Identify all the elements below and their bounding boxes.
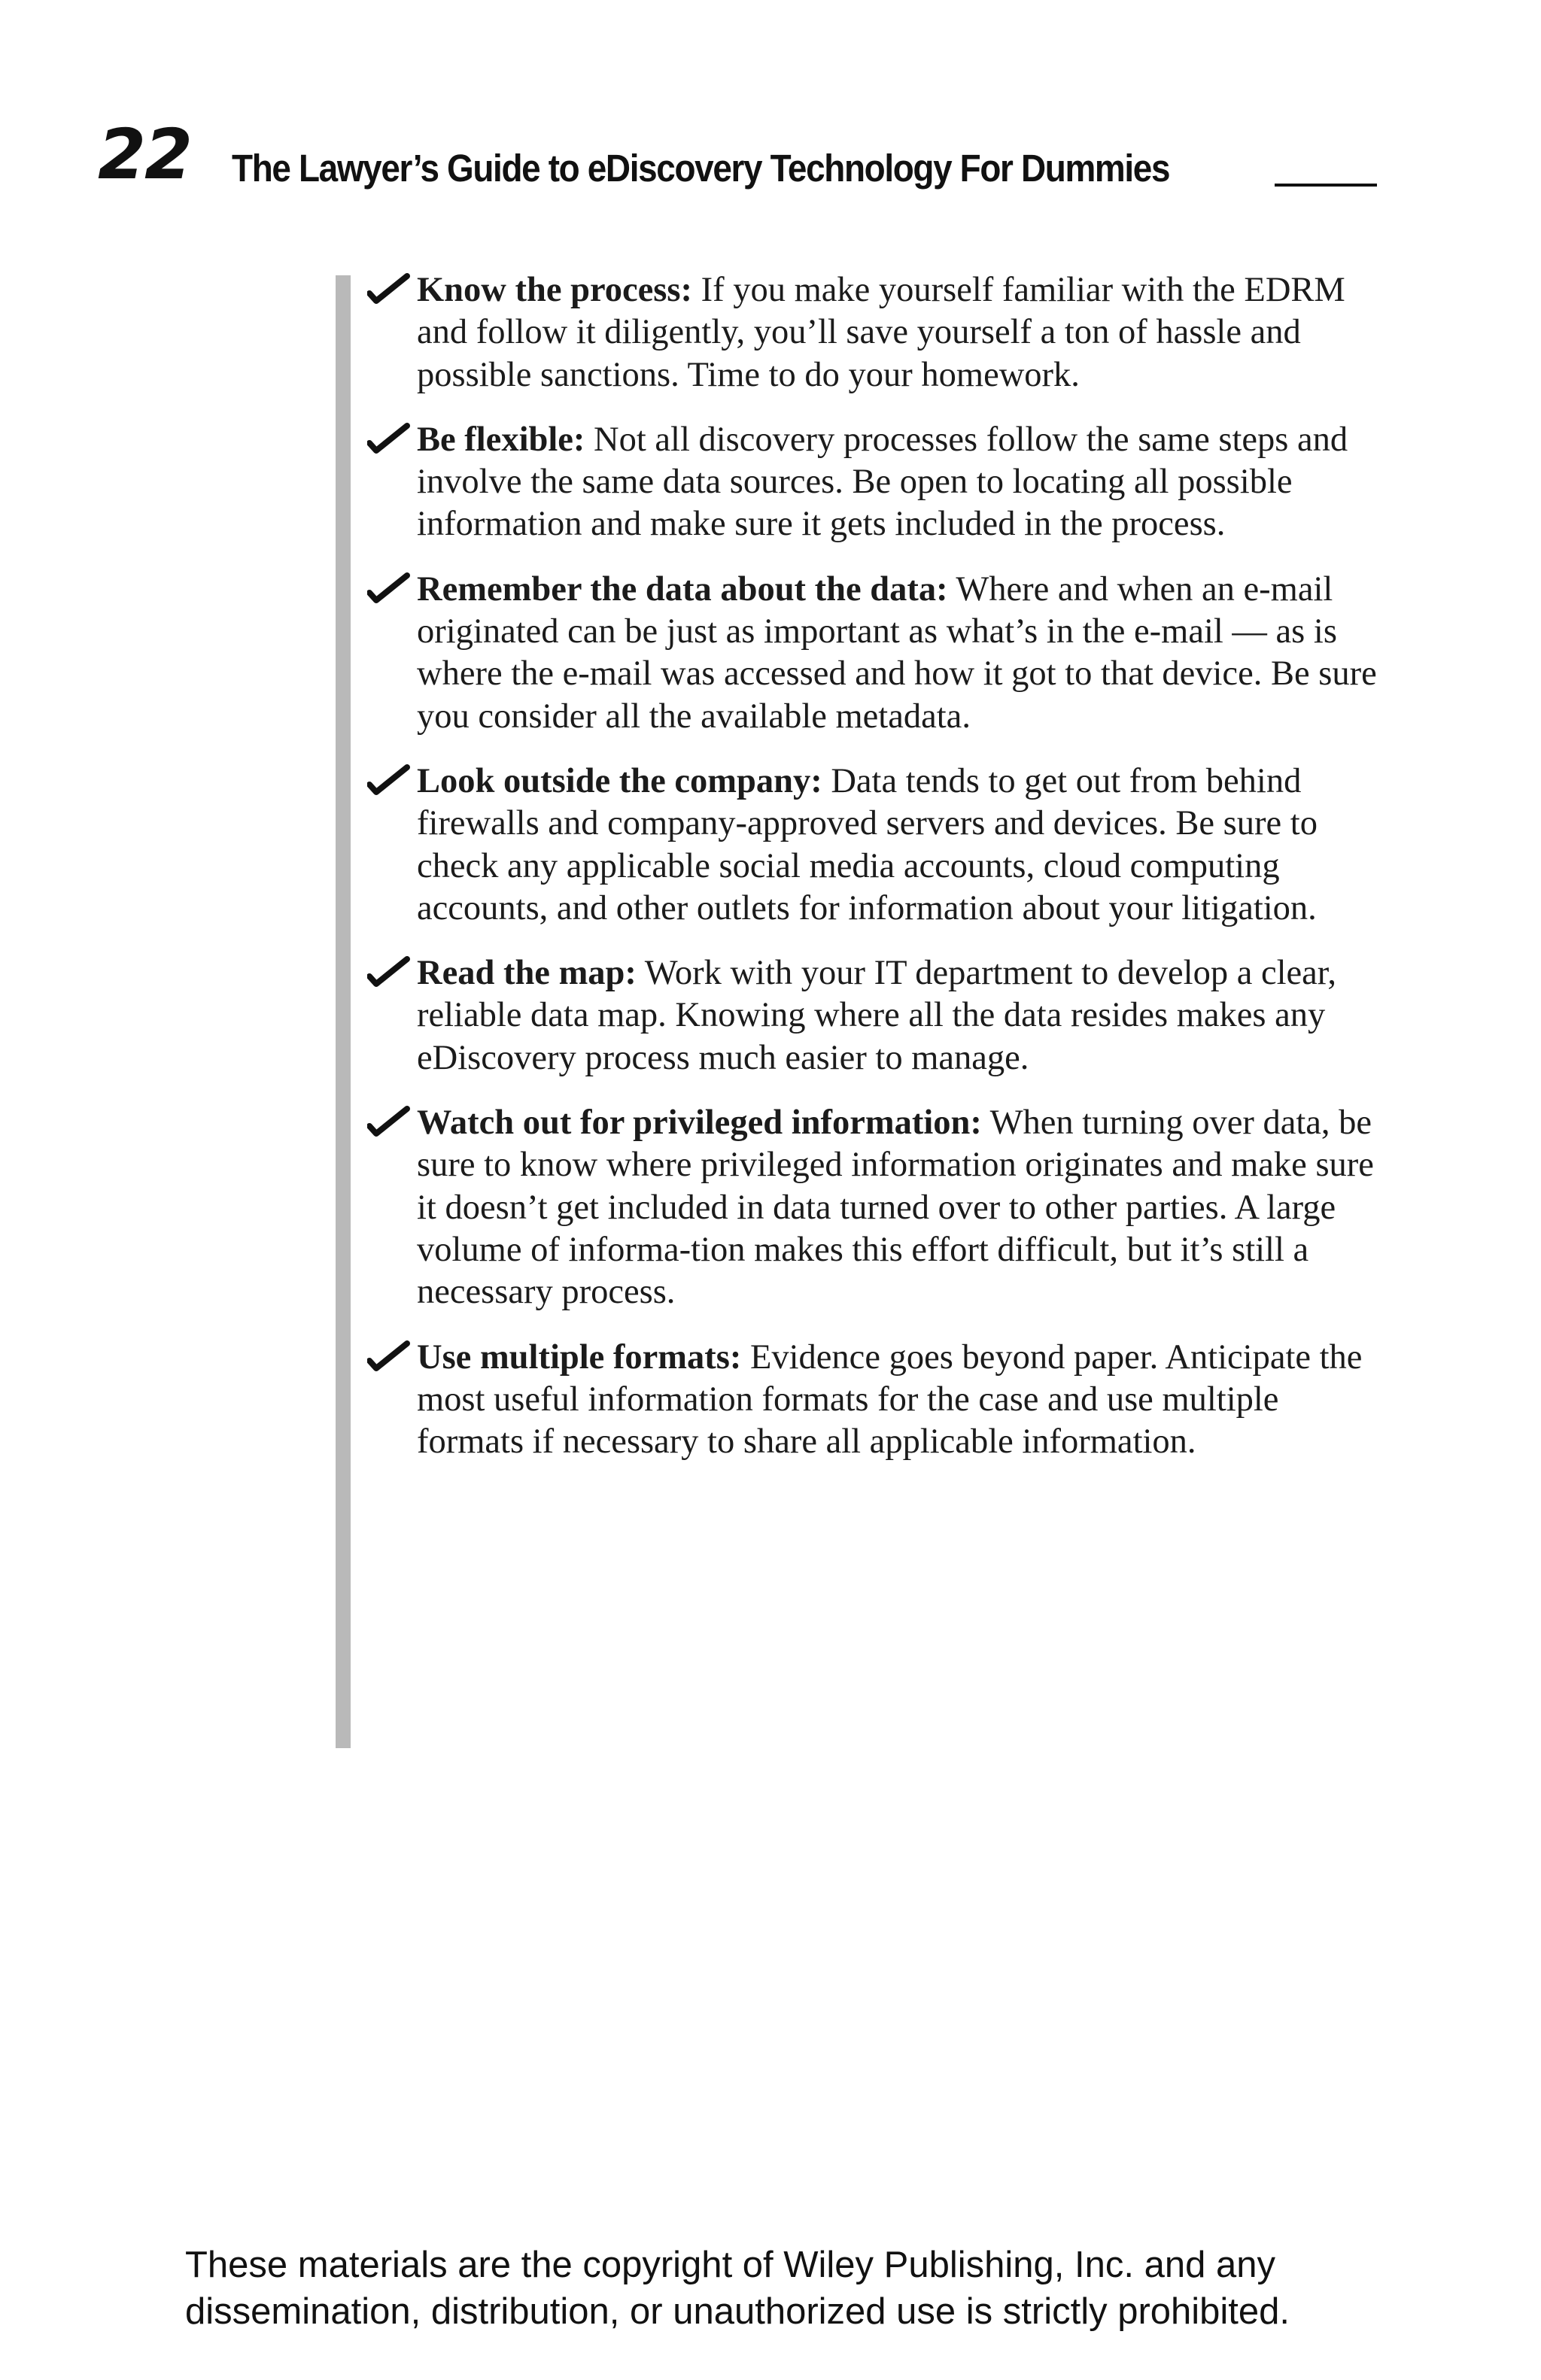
list-item bbox=[367, 952, 1391, 1079]
list-item bbox=[367, 419, 1391, 546]
check-icon bbox=[367, 271, 411, 305]
list-item bbox=[367, 1102, 1391, 1313]
list-item bbox=[367, 269, 1391, 396]
tip-text: Evidence goes beyond paper. Anticipate the most useful information formats for the case and use multiple formats if necessary to share all applicable information. bbox=[417, 1337, 1363, 1462]
check-icon bbox=[367, 570, 411, 605]
header-rule bbox=[1275, 184, 1377, 187]
list-item bbox=[367, 760, 1391, 930]
copyright-line-1: These materials are the copyright of Wiley Publishing, Inc. and any bbox=[185, 2245, 1275, 2285]
copyright-line-2: dissemination, distribution, or unauthorized use is strictly prohibited. bbox=[185, 2291, 1290, 2332]
check-icon bbox=[367, 1103, 411, 1138]
tip-term: Look outside the company: bbox=[417, 761, 822, 800]
check-icon bbox=[367, 420, 411, 455]
tip-text: When turning over data, be sure to know where privileged information originates and make sure it doesn’t get included in data turned over to other parties. A large volume of informa-tion makes this effort difficult, but it’s still a necessary process. bbox=[417, 1103, 1374, 1312]
tip-text: Not all discovery processes follow the same steps and involve the same data sources. Be open to locating all possible information and make sure it gets included in the process. bbox=[417, 420, 1348, 544]
running-head-title: The Lawyer’s Guide to eDiscovery Technology For Dummies bbox=[232, 147, 1170, 190]
sidebar-accent-bar bbox=[336, 275, 351, 1748]
tip-text: Where and when an e-mail originated can be just as important as what’s in the e-mail — as is where the e-mail was accessed and how it got to that device. Be sure you consider all the available metadata. bbox=[417, 569, 1377, 736]
tip-term: Read the map: bbox=[417, 954, 637, 993]
tip-term: Watch out for privileged information: bbox=[417, 1103, 982, 1143]
check-icon bbox=[367, 954, 411, 988]
copyright-footer bbox=[185, 2242, 1464, 2335]
check-icon bbox=[367, 762, 411, 797]
tip-term: Know the process: bbox=[417, 271, 692, 309]
check-icon bbox=[367, 1338, 411, 1373]
tip-text: If you make yourself familiar with the EDRM and follow it diligently, you’ll save yourself a ton of hassle and possible sanctions. Time to do your homework. bbox=[417, 271, 1345, 394]
tip-text: Work with your IT department to develop a clear, reliable data map. Knowing where all the data resides makes any eDiscovery process much easier to manage. bbox=[417, 954, 1337, 1077]
tips-list bbox=[367, 269, 1391, 1486]
tip-text: Data tends to get out from behind firewalls and company-approved servers and devices. Be sure to check any applicable social media accounts, cloud computing accounts, and other outlets for information about your litigation. bbox=[417, 761, 1318, 927]
tip-term: Remember the data about the data: bbox=[417, 569, 948, 609]
list-item bbox=[367, 1337, 1391, 1464]
page-number: 22 bbox=[98, 114, 192, 195]
tip-term: Be flexible: bbox=[417, 420, 585, 459]
list-item bbox=[367, 569, 1391, 738]
tip-term: Use multiple formats: bbox=[417, 1337, 742, 1377]
